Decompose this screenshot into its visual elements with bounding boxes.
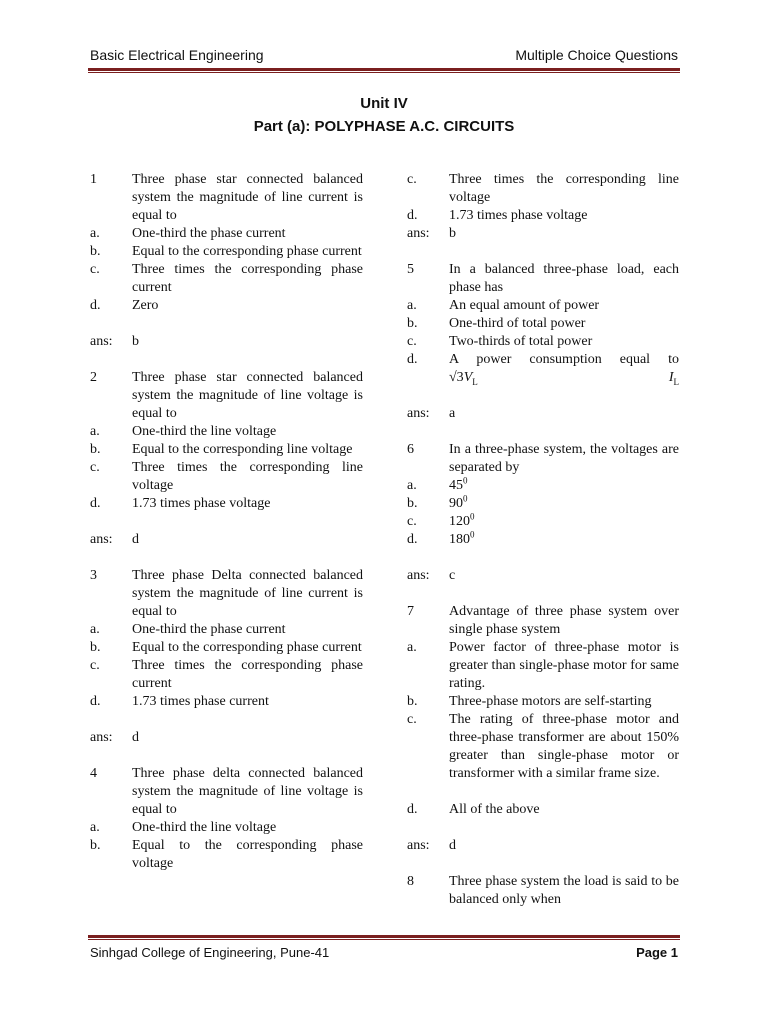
spacer <box>407 387 679 405</box>
option-row <box>407 711 679 783</box>
option-row <box>407 513 679 531</box>
item-text <box>449 801 679 819</box>
item-label: 6 <box>407 442 414 457</box>
item-label: d. <box>407 532 418 547</box>
option-row <box>407 639 679 693</box>
answer-row <box>90 531 363 549</box>
item-label: a. <box>90 424 100 439</box>
spacer <box>90 315 363 333</box>
item-text <box>449 297 679 315</box>
item-label: ans: <box>407 568 430 583</box>
item-label: 2 <box>90 370 97 385</box>
item-text-content: One-third of total power <box>449 316 586 331</box>
item-text <box>132 171 363 225</box>
degree-superscript: 0 <box>463 475 468 486</box>
option-row <box>90 423 363 441</box>
item-text <box>449 495 679 513</box>
power-formula <box>449 369 679 387</box>
item-text-content: One-third the phase current <box>132 622 286 637</box>
item-label: b. <box>407 694 418 709</box>
formula-v: V <box>463 370 473 385</box>
item-label: c. <box>407 712 417 727</box>
item-text <box>132 693 363 711</box>
item-text-content: The rating of three-phase motor and three-phase transformer are about 150% greater than single-phase motor or transformer with a similar frame size. <box>449 712 679 781</box>
item-label: d. <box>90 694 101 709</box>
item-text <box>449 315 679 333</box>
answer-value <box>132 729 363 747</box>
degree-superscript: 0 <box>470 529 475 540</box>
item-label: ans: <box>90 730 113 745</box>
answer-value <box>449 837 679 855</box>
degree-superscript: 0 <box>470 511 475 522</box>
item-text <box>132 495 363 513</box>
spacer <box>407 819 679 837</box>
item-label: b. <box>90 442 101 457</box>
item-text <box>449 261 679 297</box>
item-label: c. <box>407 334 417 349</box>
header-divider-thin <box>88 72 680 73</box>
option-row <box>90 639 363 657</box>
item-text <box>449 639 679 693</box>
item-text-content: Two-thirds of total power <box>449 334 593 349</box>
formula-v-sub: L <box>472 376 478 387</box>
item-text <box>132 819 363 837</box>
part-title: Part (a): POLYPHASE A.C. CIRCUITS <box>253 118 515 135</box>
option-row <box>90 243 363 261</box>
spacer <box>90 747 363 765</box>
item-text <box>132 657 363 693</box>
item-text <box>449 873 679 909</box>
question-row <box>90 567 363 621</box>
item-label: ans: <box>407 406 430 421</box>
item-text-content: Three phase system the load is said to be balanced only when <box>449 874 679 907</box>
item-text <box>132 423 363 441</box>
answer-value <box>449 567 679 585</box>
option-row <box>407 315 679 333</box>
spacer <box>407 423 679 441</box>
item-text <box>449 207 679 225</box>
item-text <box>132 261 363 297</box>
item-text-content: b <box>132 334 139 349</box>
item-text-content: An equal amount of power <box>449 298 600 313</box>
item-text <box>132 639 363 657</box>
item-text-content: All of the above <box>449 802 540 817</box>
item-text <box>449 333 679 351</box>
item-label: ans: <box>90 334 113 349</box>
question-row <box>407 261 679 297</box>
footer-left: Sinhgad College of Engineering, Pune-41 <box>90 945 330 960</box>
item-text-content: d <box>132 532 139 547</box>
item-text <box>449 171 679 207</box>
question-row <box>407 873 679 909</box>
item-label: 1 <box>90 172 97 187</box>
item-text-content: b <box>449 226 456 241</box>
item-text-content: Equal to the corresponding phase current <box>132 640 362 655</box>
answer-row <box>407 567 679 585</box>
answer-row <box>90 333 363 351</box>
spacer <box>90 351 363 369</box>
item-text-content: 1.73 times phase current <box>132 694 269 709</box>
option-row <box>90 297 363 315</box>
unit-title: Unit IV <box>360 95 408 112</box>
option-row <box>90 693 363 711</box>
spacer <box>90 549 363 567</box>
item-text-content: In a balanced three-phase load, each phase has <box>449 262 679 295</box>
formula-i: I <box>668 370 674 385</box>
item-text <box>132 567 363 621</box>
option-row <box>407 495 679 513</box>
spacer <box>407 855 679 873</box>
option-row <box>407 297 679 315</box>
spacer <box>407 243 679 261</box>
spacer <box>407 549 679 567</box>
item-text-content: Advantage of three phase system over single phase system <box>449 604 679 637</box>
item-label: d. <box>407 352 418 367</box>
item-label: b. <box>407 316 418 331</box>
item-text-content: 120 <box>449 514 470 529</box>
item-text-content: Equal to the corresponding phase current <box>132 244 362 259</box>
item-text-content: Zero <box>132 298 159 313</box>
item-label: a. <box>90 622 100 637</box>
item-text <box>132 621 363 639</box>
item-text-content: c <box>449 568 456 583</box>
item-text-content: One-third the line voltage <box>132 424 277 439</box>
item-label: 4 <box>90 766 97 781</box>
item-label: ans: <box>407 226 430 241</box>
item-text-content: a <box>449 406 456 421</box>
spacer <box>90 513 363 531</box>
item-text-content: Three phase delta connected balanced system the magnitude of line voltage is equal to <box>132 766 363 817</box>
spacer <box>407 585 679 603</box>
formula-root: √3 <box>449 370 464 385</box>
item-text <box>132 459 363 495</box>
answer-row <box>90 729 363 747</box>
item-label: 8 <box>407 874 414 889</box>
answer-value <box>449 405 679 423</box>
item-label: d. <box>407 208 418 223</box>
item-label: a. <box>407 640 417 655</box>
footer-divider <box>88 935 680 938</box>
left-question-column <box>90 171 363 873</box>
answer-value <box>132 333 363 351</box>
footer-page-number: Page 1 <box>636 945 678 960</box>
item-text-content: Three times the corresponding phase current <box>132 658 363 691</box>
item-label: b. <box>90 838 101 853</box>
item-text <box>132 837 363 873</box>
item-label: ans: <box>407 838 430 853</box>
item-label: b. <box>90 640 101 655</box>
option-row <box>90 459 363 495</box>
item-text-content: Three times the corresponding line voltage <box>132 460 363 493</box>
item-label: d. <box>407 802 418 817</box>
item-label: ans: <box>90 532 113 547</box>
item-text <box>449 603 679 639</box>
item-text <box>132 297 363 315</box>
item-text-content: Three times the corresponding line voltage <box>449 172 679 205</box>
item-label: c. <box>90 262 100 277</box>
item-text-content: Three-phase motors are self-starting <box>449 694 652 709</box>
item-text <box>132 225 363 243</box>
answer-row <box>407 837 679 855</box>
item-text-content: 90 <box>449 496 463 511</box>
option-row <box>407 693 679 711</box>
item-text <box>449 711 679 783</box>
item-label: c. <box>90 460 100 475</box>
item-label: a. <box>407 298 417 313</box>
spacer <box>407 783 679 801</box>
option-row <box>90 657 363 693</box>
item-text-content: In a three-phase system, the voltages are separated by <box>449 442 679 475</box>
header-right: Multiple Choice Questions <box>515 47 678 63</box>
option-row <box>407 531 679 549</box>
item-text-content: Equal to the corresponding line voltage <box>132 442 353 457</box>
item-text-content: d <box>132 730 139 745</box>
answer-row <box>407 405 679 423</box>
degree-superscript: 0 <box>463 493 468 504</box>
item-text <box>449 513 679 531</box>
question-row <box>407 603 679 639</box>
right-question-column <box>407 171 679 909</box>
item-text <box>132 765 363 819</box>
option-row <box>90 225 363 243</box>
answer-value <box>132 531 363 549</box>
question-row <box>90 369 363 423</box>
item-text-content: 45 <box>449 478 463 493</box>
item-text-content: 180 <box>449 532 470 547</box>
item-text-content: One-third the line voltage <box>132 820 277 835</box>
item-text <box>449 477 679 495</box>
item-text-content: Three phase star connected balanced system the magnitude of line voltage is equal to <box>132 370 363 421</box>
item-label: c. <box>407 172 417 187</box>
item-label: a. <box>407 478 417 493</box>
item-text-content: 1.73 times phase voltage <box>449 208 588 223</box>
question-row <box>407 441 679 477</box>
option-row <box>90 819 363 837</box>
item-text-content: Power factor of three-phase motor is greater than single-phase motor for same rating. <box>449 640 679 691</box>
item-label: 5 <box>407 262 414 277</box>
item-label: a. <box>90 820 100 835</box>
option-row <box>90 837 363 873</box>
item-label: b. <box>90 244 101 259</box>
item-label: c. <box>90 658 100 673</box>
item-label: a. <box>90 226 100 241</box>
item-label: d. <box>90 298 101 313</box>
item-text <box>449 351 679 387</box>
item-text-content: Three times the corresponding phase current <box>132 262 363 295</box>
option-row <box>407 801 679 819</box>
item-text-content: d <box>449 838 456 853</box>
option-row <box>90 261 363 297</box>
option-row <box>407 477 679 495</box>
item-label: 3 <box>90 568 97 583</box>
item-text-content: One-third the phase current <box>132 226 286 241</box>
item-text-content: Three phase Delta connected balanced system the magnitude of line current is equal to <box>132 568 363 619</box>
item-text <box>449 531 679 549</box>
item-text <box>449 693 679 711</box>
option-row <box>90 441 363 459</box>
option-row <box>407 351 679 387</box>
answer-value <box>449 225 679 243</box>
formula-i-sub: L <box>673 376 679 387</box>
item-text <box>132 243 363 261</box>
answer-row <box>407 225 679 243</box>
item-label: c. <box>407 514 417 529</box>
item-text-content: Equal to the corresponding phase voltage <box>132 838 363 871</box>
option-row <box>407 171 679 207</box>
item-text <box>449 441 679 477</box>
option-row <box>90 621 363 639</box>
option-row <box>407 207 679 225</box>
option-row <box>407 333 679 351</box>
item-label: 7 <box>407 604 414 619</box>
item-text-content: 1.73 times phase voltage <box>132 496 271 511</box>
item-text <box>132 441 363 459</box>
item-text <box>132 369 363 423</box>
option-row <box>90 495 363 513</box>
footer-divider-thin <box>88 939 680 940</box>
item-label: b. <box>407 496 418 511</box>
question-row <box>90 171 363 225</box>
question-row <box>90 765 363 819</box>
spacer <box>90 711 363 729</box>
item-text-content: Three phase star connected balanced system the magnitude of line current is equal to <box>132 172 363 223</box>
item-text-content: A power consumption equal to <box>449 352 679 367</box>
item-label: d. <box>90 496 101 511</box>
header-divider <box>88 68 680 71</box>
header-left: Basic Electrical Engineering <box>90 47 264 63</box>
